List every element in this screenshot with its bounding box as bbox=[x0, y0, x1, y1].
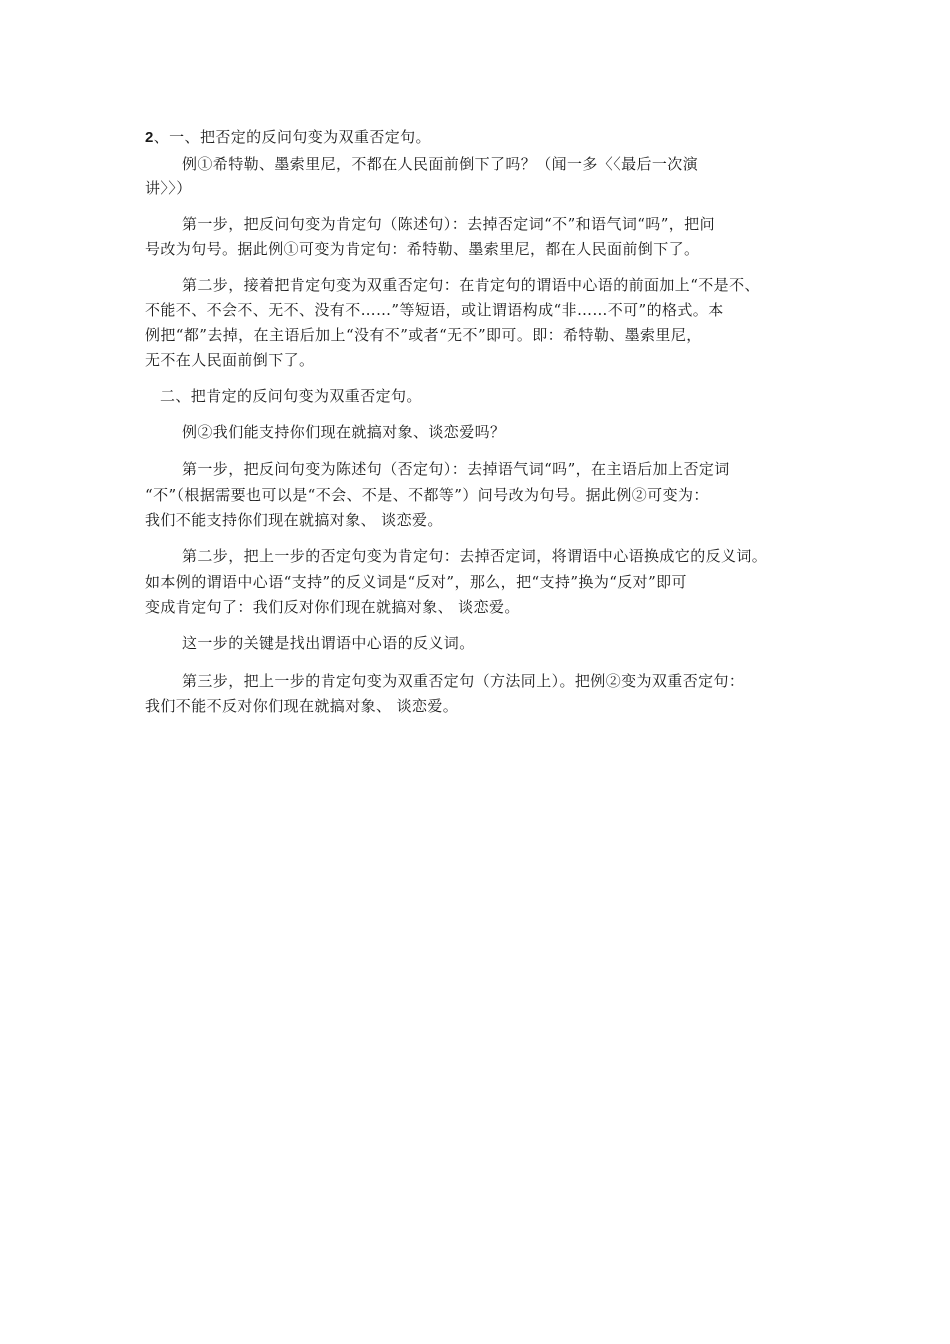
step-2-line-2: 不能不、不会不、无不、没有不……”等短语，或让谓语构成“非……不可”的格式。本 bbox=[145, 301, 724, 319]
part2-step-1-line-1: 第一步，把反问句变为陈述句（否定句）：去掉语气词“吗”，在主语后加上否定词 bbox=[182, 460, 730, 478]
key-point-line: 这一步的关键是找出谓语中心语的反义词。 bbox=[182, 634, 475, 652]
example-1-line-1: 例①希特勒、墨索里尼，不都在人民面前倒下了吗？（闻一多〈〈最后一次演 bbox=[182, 155, 699, 173]
heading-2: 二、把肯定的反问句变为双重否定句。 bbox=[160, 387, 422, 405]
step-2-line-4: 无不在人民面前倒下了。 bbox=[145, 351, 315, 369]
part2-step-2-line-3: 变成肯定句了：我们反对你们现在就搞对象、 谈恋爱。 bbox=[145, 598, 520, 616]
heading-1-number: 2 bbox=[145, 129, 154, 146]
part2-step-1-line-3: 我们不能支持你们现在就搞对象、 谈恋爱。 bbox=[145, 511, 443, 529]
example-2-line-1: 例②我们能支持你们现在就搞对象、谈恋爱吗？ bbox=[182, 423, 506, 441]
step-1-line-1: 第一步，把反问句变为肯定句（陈述句）：去掉否定词“不”和语气词“吗”，把问 bbox=[182, 215, 715, 233]
heading-1-text: 、一、把否定的反问句变为双重否定句。 bbox=[153, 128, 431, 146]
part2-step-1-line-2: “不”（根据需要也可以是“不会、不是、不都等”）问号改为句号。据此例②可变为： bbox=[145, 486, 709, 504]
part2-step-2-line-2: 如本例的谓语中心语“支持”的反义词是“反对”，那么，把“支持”换为“反对”即可 bbox=[145, 573, 687, 591]
part2-step-2-line-1: 第二步，把上一步的否定句变为肯定句：去掉否定词，将谓语中心语换成它的反义词。 bbox=[182, 547, 768, 565]
part2-step-3-line-2: 我们不能不反对你们现在就搞对象、 谈恋爱。 bbox=[145, 697, 459, 715]
step-2-line-3: 例把“都”去掉，在主语后加上“没有不”或者“无不”即可。即：希特勒、墨索里尼， bbox=[145, 326, 702, 344]
example-1-line-2: 讲〉〉） bbox=[145, 179, 192, 197]
step-2-line-1: 第二步，接着把肯定句变为双重否定句：在肯定句的谓语中心语的前面加上“不是不、 bbox=[182, 276, 760, 294]
step-1-line-2: 号改为句号。据此例①可变为肯定句：希特勒、墨索里尼，都在人民面前倒下了。 bbox=[145, 240, 700, 258]
part2-step-3-line-1: 第三步，把上一步的肯定句变为双重否定句（方法同上）。把例②变为双重否定句： bbox=[182, 672, 745, 690]
heading-1 bbox=[145, 127, 431, 148]
